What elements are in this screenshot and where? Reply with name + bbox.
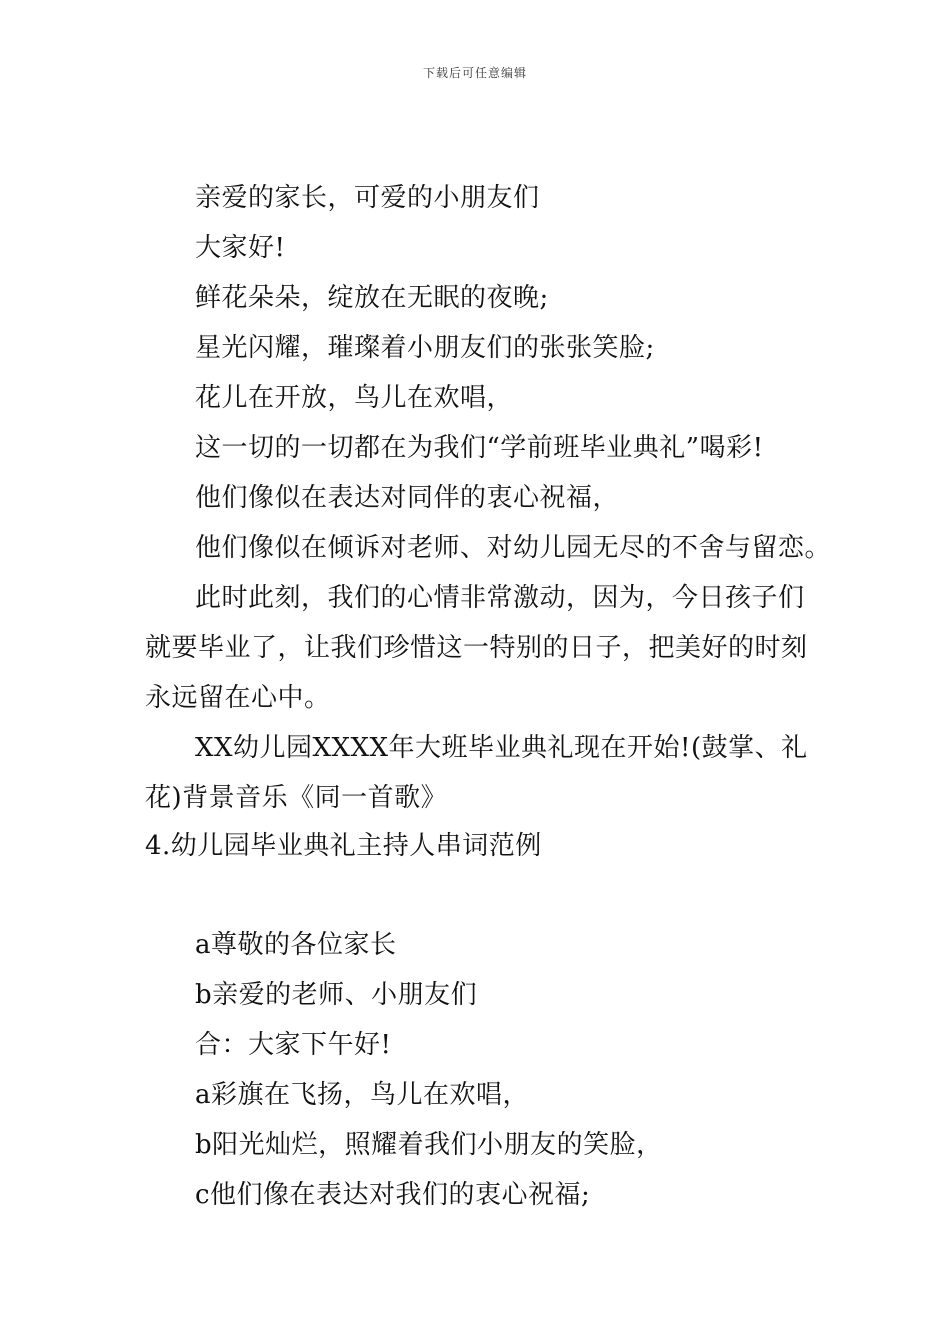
text-line: 亲爱的家长，可爱的小朋友们 xyxy=(195,183,540,213)
text-line: 这一切的一切都在为我们“学前班毕业典礼”喝彩! xyxy=(195,433,764,463)
text-line: 鲜花朵朵，绽放在无眠的夜晚; xyxy=(195,283,549,313)
text-line: 花)背景音乐《同一首歌》 xyxy=(145,783,448,813)
text-line: 此时此刻，我们的心情非常激动，因为，今日孩子们 xyxy=(195,583,805,613)
text-line: 花儿在开放，鸟儿在欢唱， xyxy=(195,383,514,413)
text-line: c他们像在表达对我们的衷心祝福; xyxy=(195,1180,591,1210)
text-line: 星光闪耀，璀璨着小朋友们的张张笑脸; xyxy=(195,333,655,363)
section-heading: 4.幼儿园毕业典礼主持人串词范例 xyxy=(145,831,542,861)
text-line: 大家好! xyxy=(195,233,286,263)
text-line: 就要毕业了，让我们珍惜这一特别的日子，把美好的时刻 xyxy=(145,633,808,663)
text-line: XX幼儿园XXXX年大班毕业典礼现在开始!(鼓掌、礼 xyxy=(195,733,808,763)
text-line: b阳光灿烂，照耀着我们小朋友的笑脸， xyxy=(195,1130,663,1160)
text-line: a彩旗在飞扬，鸟儿在欢唱， xyxy=(195,1080,530,1110)
text-line: a尊敬的各位家长 xyxy=(195,930,397,960)
text-line: 永远留在心中。 xyxy=(145,683,331,713)
text-line: 他们像似在倾诉对老师、对幼儿园无尽的不舍与留恋。 xyxy=(195,533,832,563)
text-line: 他们像似在表达对同伴的衷心祝福， xyxy=(195,483,620,513)
page-header: 下载后可任意编辑 xyxy=(422,66,527,80)
text-line: b亲爱的老师、小朋友们 xyxy=(195,980,478,1010)
text-line: 合：大家下午好! xyxy=(195,1030,392,1060)
